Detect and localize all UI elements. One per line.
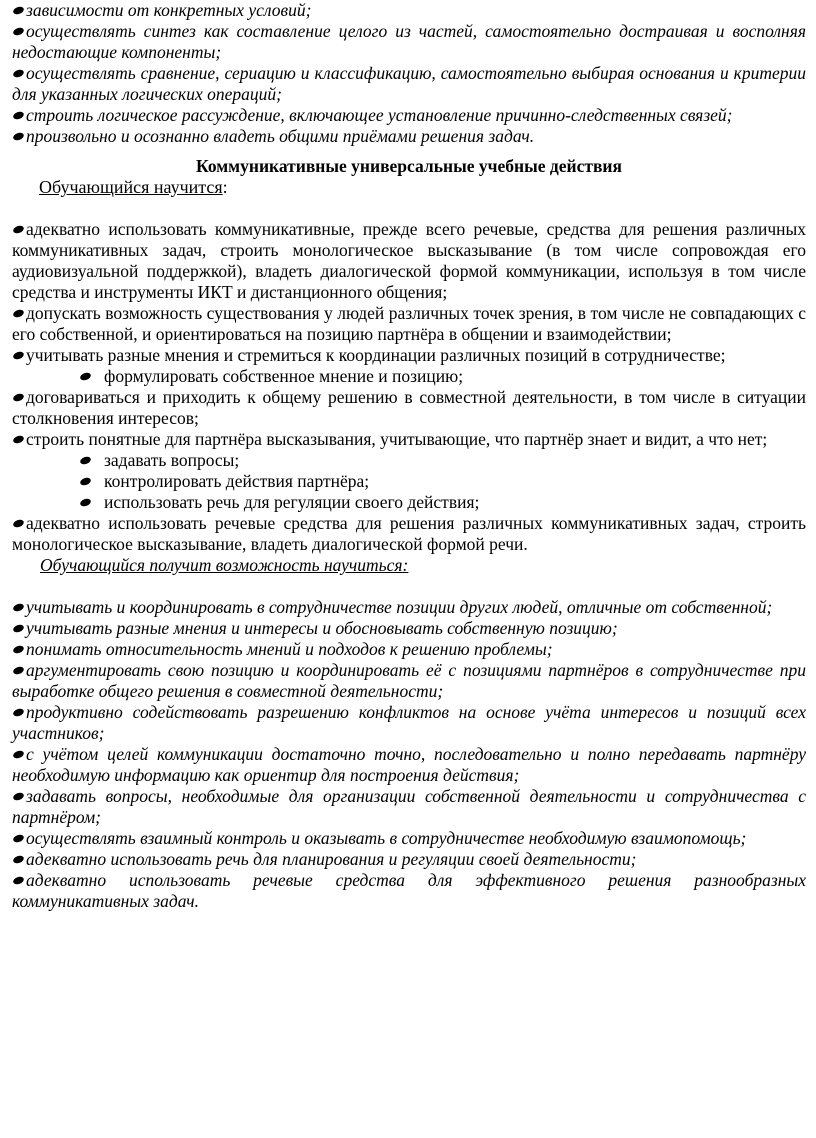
bullet-icon [12,309,25,319]
spacer [12,198,806,219]
list-item: задавать вопросы; [12,450,806,471]
bullet-icon [79,498,92,508]
bullet-icon [12,393,25,403]
list-item: строить логическое рассуждение, включающее установление причинно-следственных связей; [12,105,806,126]
list-item: осуществлять взаимный контроль и оказывать в сотрудничестве необходимую взаимопомощь; [12,828,806,849]
opportunity-list [12,597,806,912]
bullet-icon [12,225,25,235]
list-item: допускать возможность существования у людей различных точек зрения, в том числе не совпадающих с его собственной, и ориентироваться на позицию партнёра в общении и взаимодействии; [12,303,806,344]
bullet-icon [12,624,25,634]
spacer [12,576,806,597]
bullet-icon [12,111,25,121]
list-item: адекватно использовать коммуникативные, прежде всего речевые, средства для решения различных коммуникативных задач, строить монологическое высказывание (в том числе сопровождая его аудиовизуальной поддержкой), владеть диалогической формой коммуникации, используя в том числе средства и инструменты ИКТ и дистанционного общения; [12,219,806,302]
learner-list [12,219,806,555]
list-item: учитывать разные мнения и интересы и обосновывать собственную позицию; [12,618,806,639]
list-item: учитывать и координировать в сотрудничестве позиции других людей, отличные от собственной; [12,597,806,618]
learner-label: Обучающийся научится: [39,177,228,197]
list-item: понимать относительность мнений и подходов к решению проблемы; [12,639,806,660]
bullet-icon [12,666,25,676]
list-item: произвольно и осознанно владеть общими приёмами решения задач. [12,126,806,147]
bullet-icon [79,456,92,466]
bullet-icon [79,372,92,382]
list-item: зависимости от конкретных условий; [12,0,806,21]
bullet-icon [12,855,25,865]
list-item: учитывать разные мнения и стремиться к координации различных позиций в сотрудничестве; [12,345,806,366]
document-page [12,0,806,912]
section-title: Коммуникативные универсальные учебные действия [196,156,622,176]
bullet-icon [12,876,25,886]
bullet-icon [12,750,25,760]
list-item: осуществлять синтез как составление целого из частей, самостоятельно достраивая и восполняя недостающие компоненты; [12,21,806,62]
bullet-icon [12,708,25,718]
bullet-icon [12,69,25,79]
list-item: договариваться и приходить к общему решению в совместной деятельности, в том числе в ситуации столкновения интересов; [12,387,806,428]
list-item: осуществлять сравнение, сериацию и классификацию, самостоятельно выбирая основания и критерии для указанных логических операций; [12,63,806,104]
list-item: строить понятные для партнёра высказывания, учитывающие, что партнёр знает и видит, а что нет; [12,429,806,450]
list-item: адекватно использовать речь для планирования и регуляции своей деятельности; [12,849,806,870]
bullet-icon [12,792,25,802]
bullet-icon [12,603,25,613]
list-item: с учётом целей коммуникации достаточно точно, последовательно и полно передавать партнёру необходимую информацию как ориентир для построения действия; [12,744,806,785]
bullet-icon [12,519,25,529]
bullet-icon [12,27,25,37]
bullet-icon [12,132,25,142]
bullet-icon [12,834,25,844]
list-item: продуктивно содействовать разрешению конфликтов на основе учёта интересов и позиций всех участников; [12,702,806,743]
list-item: адекватно использовать речевые средства для решения различных коммуникативных задач, строить монологическое высказывание, владеть диалогической формой речи. [12,513,806,554]
list-item: контролировать действия партнёра; [12,471,806,492]
opportunity-label: Обучающийся получит возможность научиться: [40,555,409,575]
top-list [12,0,806,147]
bullet-icon [12,435,25,445]
bullet-icon [79,477,92,487]
list-item: формулировать собственное мнение и позицию; [12,366,806,387]
list-item: адекватно использовать речевые средства для эффективного решения разнообразных коммуникативных задач. [12,870,806,911]
list-item: использовать речь для регуляции своего действия; [12,492,806,513]
bullet-icon [12,645,25,655]
list-item: задавать вопросы, необходимые для организации собственной деятельности и сотрудничества с партнёром; [12,786,806,827]
bullet-icon [12,6,25,16]
list-item: аргументировать свою позицию и координировать её с позициями партнёров в сотрудничестве при выработке общего решения в совместной деятельности; [12,660,806,701]
bullet-icon [12,351,25,361]
